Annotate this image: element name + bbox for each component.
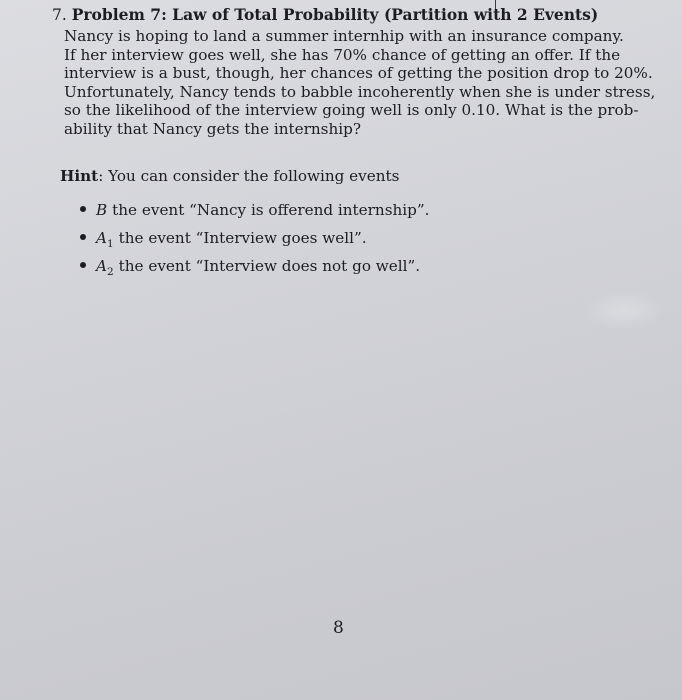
event-symbol: $A_1$ bbox=[96, 229, 114, 251]
list-item bbox=[80, 227, 429, 255]
event-description: the event “Interview does not go well”. bbox=[118, 257, 421, 275]
problem-title: Problem 7: Law of Total Probability (Partition with 2 Events) bbox=[71, 5, 599, 24]
bullet-icon bbox=[80, 206, 86, 212]
statement-line: ability that Nancy gets the internship? bbox=[64, 119, 361, 138]
statement-line: If her interview goes well, she has 70% chance of getting an offer. If the bbox=[64, 45, 621, 64]
hint-label: Hint bbox=[60, 167, 99, 185]
event-description: the event “Interview goes well”. bbox=[118, 229, 367, 247]
page-number: 8 bbox=[333, 618, 344, 638]
bullet-icon bbox=[80, 234, 86, 240]
list-item bbox=[80, 255, 429, 283]
hint bbox=[60, 166, 399, 186]
event-symbol: $A_2$ bbox=[96, 257, 114, 279]
problem-number: 7. bbox=[52, 6, 67, 24]
statement-line: so the likelihood of the interview going well is only 0.10. What is the prob- bbox=[64, 101, 639, 120]
problem-heading bbox=[52, 4, 672, 26]
event-symbol: B bbox=[96, 201, 108, 219]
bullet-icon bbox=[80, 262, 86, 268]
event-description: the event “Nancy is offerend internship”. bbox=[112, 201, 430, 219]
statement-line: Nancy is hoping to land a summer internhip with an insurance company. bbox=[64, 27, 624, 45]
problem-statement bbox=[64, 27, 654, 139]
hint-text: : You can consider the following events bbox=[98, 167, 400, 185]
light-reflection bbox=[584, 290, 664, 330]
event-list bbox=[80, 199, 429, 283]
statement-line: Unfortunately, Nancy tends to babble incoherently when she is under stress, bbox=[64, 82, 656, 101]
list-item bbox=[80, 199, 429, 227]
statement-line: interview is a bust, though, her chances of getting the position drop to 20%. bbox=[64, 64, 653, 83]
